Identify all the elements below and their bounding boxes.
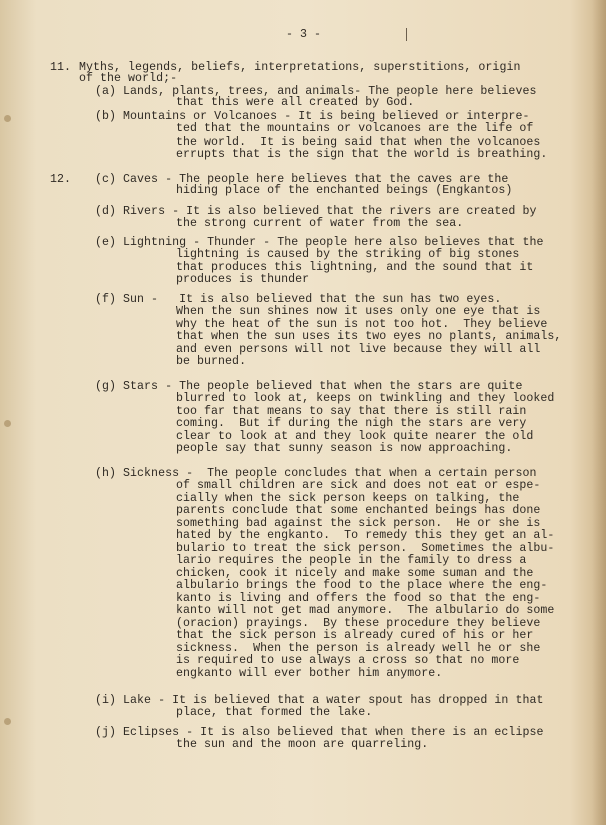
text-line: of small children are sick and does not eat or espe- bbox=[176, 479, 541, 492]
text-line: that this were all created by God. bbox=[176, 96, 415, 109]
text-line: hated by the engkanto. To remedy this they get an al- bbox=[176, 529, 555, 542]
text-line: bulario to treat the sick person. Sometimes the albu- bbox=[176, 542, 555, 555]
binding-hole bbox=[4, 420, 11, 427]
text-line: engkanto will ever bother him anymore. bbox=[176, 667, 443, 680]
sub-item-h: (h) Sickness - The people concludes that when a certain person bbox=[95, 467, 537, 480]
text-line: ted that the mountains or volcanoes are the life of bbox=[176, 122, 534, 135]
sub-item-j: (j) Eclipses - It is also believed that when there is an eclipse bbox=[95, 726, 544, 739]
text-line: produces is thunder bbox=[176, 273, 310, 286]
text-line: clear to look at and they look quite nearer the old bbox=[176, 430, 534, 443]
text-line: why the heat of the sun is not too hot. They believe bbox=[176, 318, 548, 331]
item-number: 11. bbox=[50, 61, 72, 74]
sub-item-e: (e) Lightning - Thunder - The people here also believes that the bbox=[95, 236, 544, 249]
text-line: the strong current of water from the sea. bbox=[176, 217, 464, 230]
text-line: the sun and the moon are quarreling. bbox=[176, 738, 429, 751]
sub-item-d: (d) Rivers - It is also believed that the rivers are created by bbox=[95, 205, 537, 218]
text-line: is required to use always a cross so that no more bbox=[176, 654, 520, 667]
text-line: too far that means to say that there is still rain bbox=[176, 405, 527, 418]
binding-hole bbox=[4, 718, 11, 725]
text-line: (oracion) prayings. By these procedure they believe bbox=[176, 617, 541, 630]
sub-item-g: (g) Stars - The people believed that when the stars are quite bbox=[95, 380, 523, 393]
text-line: people say that sunny season is now approaching. bbox=[176, 442, 513, 455]
sub-item-a: (a) Lands, plants, trees, and animals- The people here believes bbox=[95, 85, 537, 98]
text-line: blurred to look at, keeps on twinkling and they looked bbox=[176, 392, 555, 405]
sub-item-b: (b) Mountains or Volcanoes - It is being believed or interpre- bbox=[95, 110, 530, 123]
item-heading: of the world;- bbox=[79, 72, 178, 85]
text-line: that when the sun uses its two eyes no plants, animals, bbox=[176, 330, 562, 343]
text-line: albulario brings the food to the place where the eng- bbox=[176, 579, 548, 592]
page-edge-shadow bbox=[592, 0, 606, 825]
item-heading: Myths, legends, beliefs, interpretations, superstitions, origin bbox=[79, 61, 521, 74]
text-line: something bad against the sick person. He or she is bbox=[176, 517, 541, 530]
text-line: place, that formed the lake. bbox=[176, 706, 373, 719]
sub-item-c: (c) Caves - The people here believes that the caves are the bbox=[95, 173, 509, 186]
text-line: that the sick person is already cured of his or her bbox=[176, 629, 534, 642]
text-line: When the sun shines now it uses only one eye that is bbox=[176, 305, 541, 318]
text-line: hiding place of the enchanted beings (Engkantos) bbox=[176, 184, 513, 197]
sub-item-i: (i) Lake - It is believed that a water spout has dropped in that bbox=[95, 694, 544, 707]
text-line: coming. But if during the nigh the stars are very bbox=[176, 417, 527, 430]
text-line: errupts that is the sign that the world is breathing. bbox=[176, 148, 548, 161]
sub-item-f: (f) Sun - It is also believed that the sun has two eyes. bbox=[95, 293, 502, 306]
text-line: lightning is caused by the striking of big stones bbox=[176, 248, 520, 261]
text-line: sickness. When the person is already well he or she bbox=[176, 642, 541, 655]
text-line: be burned. bbox=[176, 355, 247, 368]
text-line: cially when the sick person keeps on talking, the bbox=[176, 492, 520, 505]
text-line: that produces this lightning, and the sound that it bbox=[176, 261, 534, 274]
text-line: lario requires the people in the family to dress a bbox=[176, 554, 527, 567]
text-line: kanto is living and offers the food so that the eng- bbox=[176, 592, 541, 605]
binding-hole bbox=[4, 115, 11, 122]
text-line: chicken, cook it nicely and make some suman and the bbox=[176, 567, 534, 580]
item-number: 12. bbox=[50, 173, 72, 186]
text-line: the world. It is being said that when the volcanoes bbox=[176, 136, 541, 149]
pencil-mark bbox=[406, 28, 407, 41]
text-line: kanto will not get mad anymore. The albulario do some bbox=[176, 604, 555, 617]
page-number: - 3 - bbox=[286, 28, 322, 41]
text-line: and even persons will not live because they will all bbox=[176, 343, 541, 356]
text-line: parents conclude that some enchanted beings has done bbox=[176, 504, 541, 517]
